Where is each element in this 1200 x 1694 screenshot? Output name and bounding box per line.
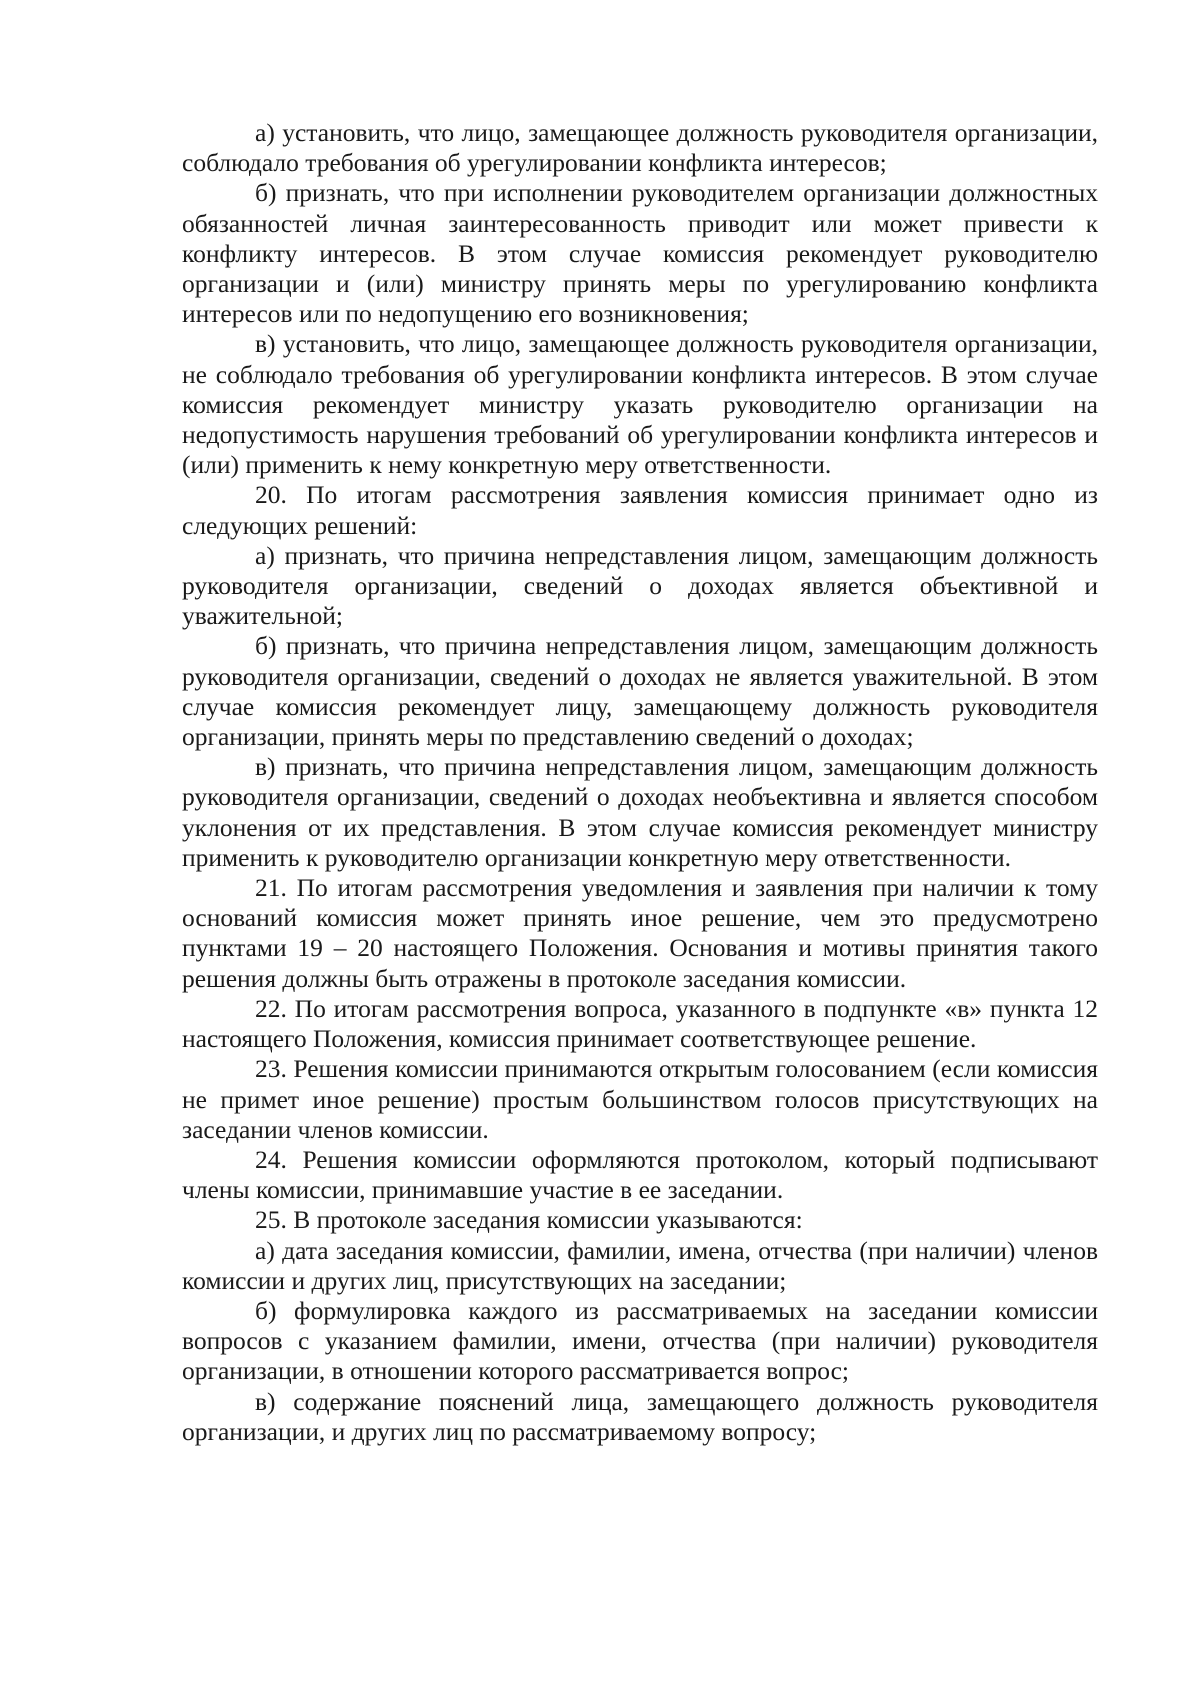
paragraph-19b: б) признать, что при исполнении руководителем организации должностных обязанностей личная заинтересованность приводит или может привести к конфликту интересов. В этом случае комиссия рекомендует руководителю организации и (или) министру принять меры по урегулированию конфликта интересов или по недопущению его возникновения; xyxy=(182,178,1098,329)
paragraph-25v: в) содержание пояснений лица, замещающего должность руководителя организации, и других лиц по рассматриваемому вопросу; xyxy=(182,1386,1098,1446)
paragraph-25b: б) формулировка каждого из рассматриваемых на заседании комиссии вопросов с указанием фамилии, имени, отчества (при наличии) руководителя организации, в отношении которого рассматривается вопрос; xyxy=(182,1295,1098,1386)
paragraph-22: 22. По итогам рассмотрения вопроса, указанного в подпункте «в» пункта 12 настоящего Положения, комиссия принимает соответствующее решение. xyxy=(182,993,1098,1054)
paragraph-20: 20. По итогам рассмотрения заявления комиссия принимает одно из следующих решений: xyxy=(182,480,1098,540)
paragraph-20v: в) признать, что причина непредставления лицом, замещающим должность руководителя организации, сведений о доходах необъективна и является способом уклонения от их представления. В этом случае комиссия рекомендует министру применить к руководителю организации конкретную меру ответственности. xyxy=(182,752,1098,872)
paragraph-21: 21. По итогам рассмотрения уведомления и заявления при наличии к тому оснований комиссия может принять иное решение, чем это предусмотрено пунктами 19 – 20 настоящего Положения. Основания и мотивы принятия такого решения должны быть отражены в протоколе заседания комиссии. xyxy=(182,873,1098,993)
paragraph-25a: а) дата заседания комиссии, фамилии, имена, отчества (при наличии) членов комиссии и других лиц, присутствующих на заседании; xyxy=(182,1235,1098,1295)
paragraph-20b: б) признать, что причина непредставления лицом, замещающим должность руководителя организации, сведений о доходах не является уважительной. В этом случае комиссия рекомендует лицу, замещающему должность руководителя организации, принять меры по представлению сведений о доходах; xyxy=(182,631,1098,752)
paragraph-24: 24. Решения комиссии оформляются протоколом, который подписывают члены комиссии, принимавшие участие в ее заседании. xyxy=(182,1144,1098,1205)
paragraph-25: 25. В протоколе заседания комиссии указываются: xyxy=(255,1205,803,1235)
paragraph-19v: в) установить, что лицо, замещающее должность руководителя организации, не соблюдало требования об урегулировании конфликта интересов. В этом случае комиссия рекомендует министру указать руководителю организации на недопустимость нарушения требований об урегулировании конфликта интересов и (или) применить к нему конкретную меру ответственности. xyxy=(182,329,1098,480)
paragraph-20a: а) признать, что причина непредставления лицом, замещающим должность руководителя организации, сведений о доходах является объективной и уважительной; xyxy=(182,540,1098,631)
paragraph-23: 23. Решения комиссии принимаются открытым голосованием (если комиссия не примет иное решение) простым большинством голосов присутствующих на заседании членов комиссии. xyxy=(182,1054,1098,1144)
paragraph-19a: а) установить, что лицо, замещающее должность руководителя организации, соблюдало требования об урегулировании конфликта интересов; xyxy=(182,118,1098,178)
document-body xyxy=(182,118,1098,1447)
